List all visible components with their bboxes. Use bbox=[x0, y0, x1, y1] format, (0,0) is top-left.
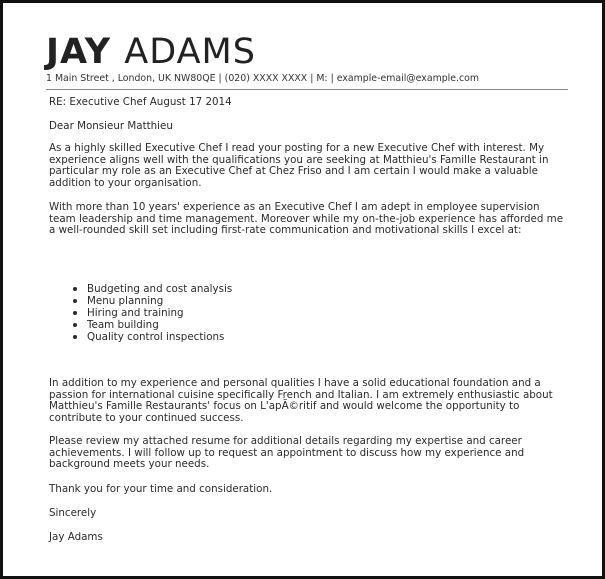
paragraph-follow-up: Please review my attached resume for additional details regarding my expertise and career achievements. I will follow up to request an appointment to discuss how my experience and background meets your needs. bbox=[49, 435, 525, 471]
salutation: Dear Monsieur Matthieu bbox=[49, 120, 173, 132]
last-name: ADAMS bbox=[124, 32, 256, 72]
letter-content bbox=[46, 32, 568, 543]
list-item bbox=[70, 319, 232, 331]
signature-name: Jay Adams bbox=[49, 531, 103, 543]
list-item bbox=[70, 307, 232, 319]
paragraph-intro: As a highly skilled Executive Chef I read your posting for a new Executive Chef with interest. My experience aligns well with the qualifications you are seeking at Matthieu's Famille Restaurant in particular my role as an Executive Chef at Chez Friso and I am certain I would make a valuable addition to your organisation. bbox=[49, 142, 549, 189]
list-item-label: Team building bbox=[87, 319, 159, 332]
list-item-label: Budgeting and cost analysis bbox=[87, 283, 233, 295]
paragraph-experience: With more than 10 years' experience as an Executive Chef I am adept in employee supervision team leadership and time management. Moreover while my on-the-job experience has afforded me a well-rounded skill set including first-rate communication and motivational skills I excel at: bbox=[49, 201, 564, 237]
contact-line: 1 Main Street , London, UK NW80QE | (020) XXXX XXXX | M: | example-email@example.com bbox=[46, 73, 568, 90]
bullet-icon bbox=[73, 287, 77, 291]
list-item bbox=[70, 283, 232, 295]
subject-line: RE: Executive Chef August 17 2014 bbox=[49, 96, 232, 108]
first-name: JAY bbox=[46, 32, 112, 72]
bullet-icon bbox=[73, 299, 77, 303]
bullet-icon bbox=[73, 311, 77, 315]
list-item-label: Menu planning bbox=[87, 295, 164, 308]
list-item bbox=[70, 331, 232, 343]
applicant-name bbox=[46, 33, 568, 71]
list-item-label: Hiring and training bbox=[87, 307, 184, 320]
list-item-label: Quality control inspections bbox=[87, 331, 225, 344]
closing-thanks: Thank you for your time and consideration. bbox=[49, 483, 273, 495]
bullet-icon bbox=[73, 323, 77, 327]
bullet-icon bbox=[73, 335, 77, 339]
sign-off: Sincerely bbox=[49, 507, 97, 519]
paragraph-education: In addition to my experience and personal qualities I have a solid educational foundation and a passion for international cuisine specifically French and Italian. I am extremely enthusiastic about Matthieu's Famille Restaurants' focus on L'apÃ©ritif and would welcome the opportunity to contribute to your continued success. bbox=[49, 377, 553, 424]
skills-list bbox=[70, 283, 232, 343]
list-item bbox=[70, 295, 232, 307]
